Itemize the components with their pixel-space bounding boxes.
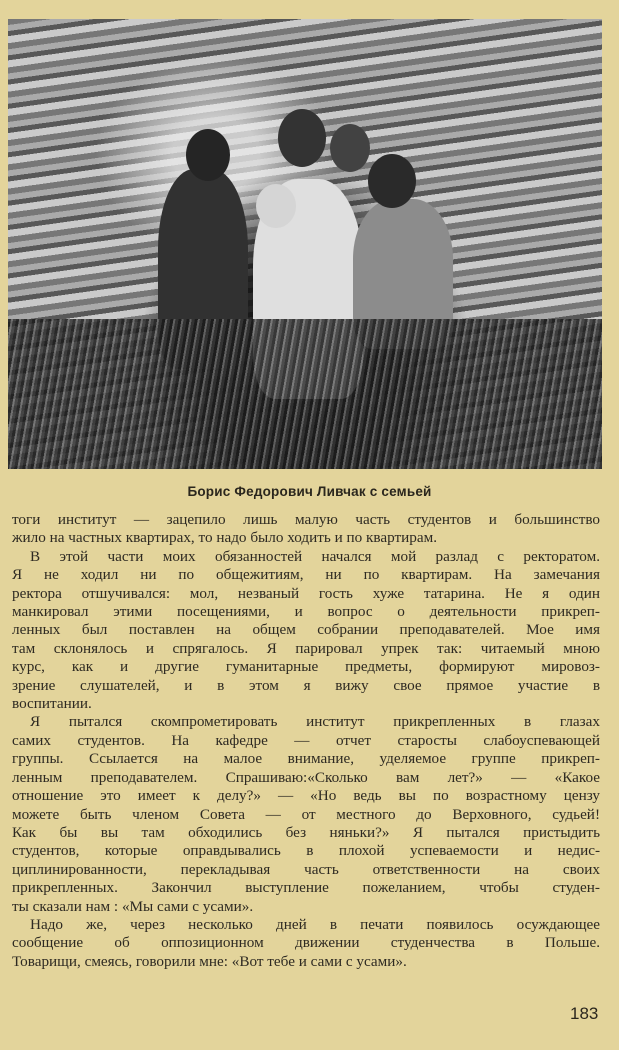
photo-head-girl <box>330 124 370 172</box>
text-line: ты сказали нам : «Мы сами с усами». <box>12 897 254 915</box>
text-line: ректора отшучивался: мол, незваный гость хуже татарина. Не я один <box>12 584 600 602</box>
text-line: прикрепленных. Закончил выступление пожеланием, чтобы студен- <box>12 879 600 897</box>
photo-head-child <box>256 184 296 228</box>
text-line: там склонялось и спрягалось. Я парировал упрек так: читаемый мною <box>12 639 600 657</box>
text-line: ленным преподавателем. Спрашиваю:«Сколько вам лет?» — «Какое <box>12 768 600 786</box>
text-line: Надо же, через несколько дней в печати появилось осуждающее <box>30 915 600 933</box>
photo-head-boy <box>186 129 230 181</box>
text-line: курс, как и другие гуманитарные предметы, формируют мировоз- <box>12 658 600 676</box>
text-line: можете быть членом Совета — от местного до Верховного, судьей! <box>12 805 600 823</box>
text-line: В этой части моих обязанностей начался мой разлад с ректоратом. <box>30 547 600 565</box>
photo-head-man <box>278 109 326 167</box>
body-text <box>12 511 600 971</box>
text-line: воспитании. <box>12 695 92 713</box>
text-line: Товарищи, смеясь, говорили мне: «Вот тебе и сами с усами». <box>12 952 407 970</box>
text-line: Как бы вы там обходились без няньки?» Я пытался пристыдить <box>12 823 600 841</box>
text-line: жило на частных квартирах, то надо было ходить и по квартирам. <box>12 529 438 547</box>
text-line: зрение слушателей, и в этом я вижу свое прямое участие в <box>12 676 600 694</box>
text-line: манкировал этими посещениями, и вопрос о деятельности прикреп- <box>12 603 600 621</box>
text-line: сообщение об оппозиционном движении студенчества в Польше. <box>12 934 600 952</box>
text-line: циплинированности, перекладывая часть ответственности на своих <box>12 860 600 878</box>
text-line: ленных был поставлен на общем собрании преподавателей. Мое имя <box>12 621 600 639</box>
text-line: самих студентов. На кафедре — отчет старосты слабоуспевающей <box>12 731 600 749</box>
photo-caption: Борис Федорович Ливчак с семьей <box>187 484 432 499</box>
text-line: Я не ходил ни по общежитиям, ни по квартирам. На замечания <box>12 566 600 584</box>
photo-grass <box>8 319 602 469</box>
text-line: Я пытался скомпрометировать институт прикрепленных в глазах <box>30 713 600 731</box>
family-photograph <box>8 19 602 469</box>
text-line: студентов, которые оправдывались в плохой успеваемости и недис- <box>12 842 600 860</box>
photo-head-woman <box>368 154 416 208</box>
text-line: отношение это имеет к делу?» — «Но ведь вы по возрастному цензу <box>12 787 600 805</box>
page-number: 183 <box>570 1004 599 1023</box>
text-line: группы. Ссылается на малое внимание, уделяемое группе прикреп- <box>12 750 600 768</box>
text-line: тоги институт — зацепило лишь малую часть студентов и большинство <box>12 511 600 528</box>
